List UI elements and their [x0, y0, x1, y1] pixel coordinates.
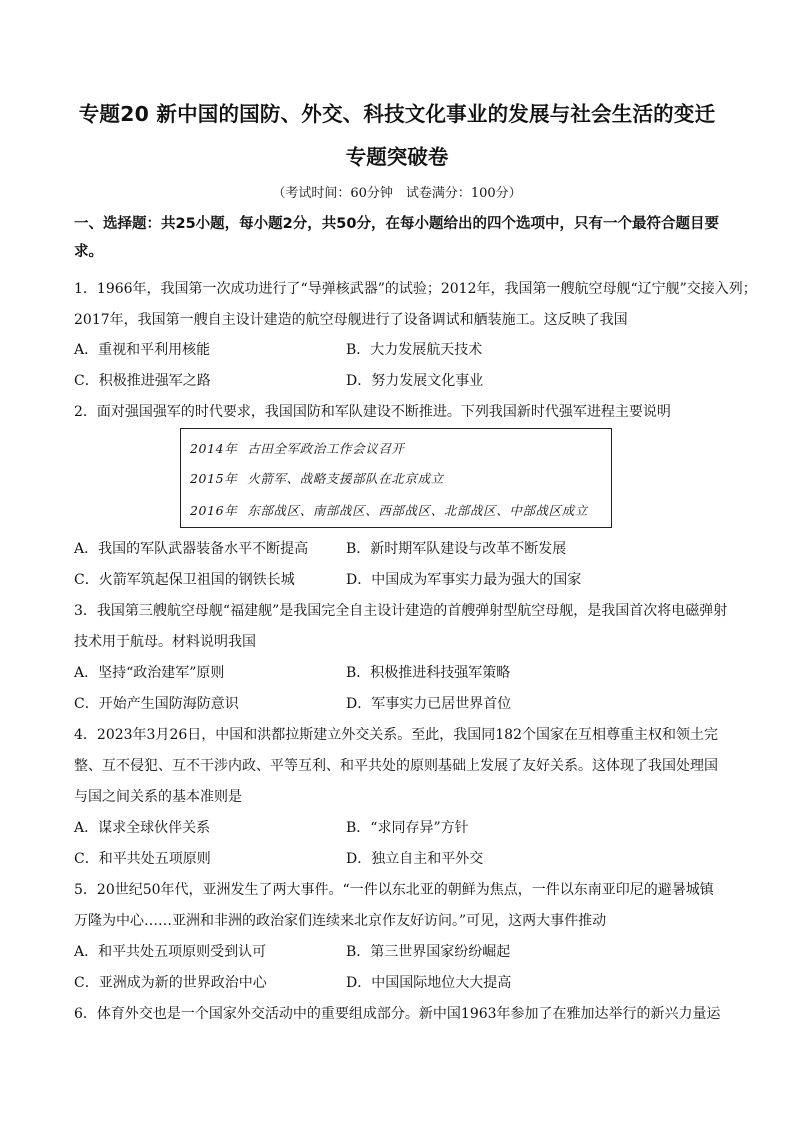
material-box: [180, 428, 612, 528]
page-title: 专题20 新中国的国防、外交、科技文化事业的发展与社会生活的变迁: [78, 102, 716, 126]
question-3-option-c: C．开始产生国防海防意识: [74, 696, 239, 712]
question-1-line-1: 1．1966年，我国第一次成功进行了“导弹核武器”的试验；2012年，我国第一艘航空母舰“辽宁舰”交接入列；: [74, 281, 757, 297]
question-5-option-a: A．和平共处五项原则受到认可: [74, 944, 267, 960]
question-3-option-a: A．坚持“政治建军”原则: [74, 665, 225, 681]
question-4-line-1: 4．2023年3月26日，中国和洪都拉斯建立外交关系。至此，我国同182个国家在互相尊重主权和领土完: [74, 727, 718, 743]
material-year: 2014年: [190, 441, 238, 456]
question-3-option-b: B．积极推进科技强军策略: [346, 665, 511, 681]
question-4-option-b: B．“求同存异”方针: [346, 820, 469, 836]
question-4-option-a: A．谋求全球伙伴关系: [74, 820, 211, 836]
question-2-option-d: D．中国成为军事实力最为强大的国家: [346, 572, 582, 588]
material-text: 火箭军、战略支援部队在北京成立: [247, 471, 444, 486]
material-row: [190, 439, 405, 457]
question-2-option-c: C．火箭军筑起保卫祖国的钢铁长城: [74, 572, 295, 588]
question-5-option-b: B．第三世界国家纷纷崛起: [346, 944, 511, 960]
material-year: 2015年: [190, 471, 238, 486]
question-4-line-2: 整、互不侵犯、互不干涉内政、平等互利、和平共处的原则基础上发展了友好关系。这体现了我国处理国: [74, 758, 718, 774]
question-4-line-3: 与国之间关系的基本准则是: [74, 789, 242, 805]
question-2-line-1: 2．面对强国强军的时代要求，我国国防和军队建设不断推进。下列我国新时代强军进程主要说明: [74, 404, 671, 420]
question-2-option-a: A．我国的军队武器装备水平不断提高: [74, 541, 309, 557]
material-row: [190, 469, 444, 487]
question-6-line-1: 6．体育外交也是一个国家外交活动中的重要组成部分。新中国1963年参加了在雅加达举行的新兴力量运: [74, 1006, 721, 1022]
question-3-option-d: D．军事实力已居世界首位: [346, 696, 512, 712]
material-text: 古田全军政治工作会议召开: [247, 441, 405, 456]
material-row: [190, 501, 588, 519]
question-5-option-d: D．中国国际地位大大提高: [346, 975, 512, 991]
question-4-option-d: D．独立自主和平外交: [346, 851, 484, 867]
page-subtitle: 专题突破卷: [345, 145, 449, 169]
question-3-line-1: 3．我国第三艘航空母舰“福建舰”是我国完全自主设计建造的首艘弹射型航空母舰，是我国首次将电磁弹射: [74, 603, 728, 619]
section-heading: 一、选择题：共25小题，每小题2分，共50分，在每小题给出的四个选项中，只有一个最符合题目要求。: [74, 216, 719, 260]
question-5-line-1: 5．20世纪50年代，亚洲发生了两大事件。“一件以东北亚的朝鲜为焦点，一件以东南亚印尼的避暑城镇: [74, 882, 714, 898]
exam-info: （考试时间：60分钟 试卷满分：100分）: [272, 186, 522, 201]
question-1-option-b: B．大力发展航天技术: [346, 342, 483, 358]
material-year: 2016年: [190, 503, 238, 518]
question-5-line-2: 万隆为中心……亚洲和非洲的政治家们连续来北京作友好访问。”可见，这两大事件推动: [74, 913, 607, 929]
material-text: 东部战区、南部战区、西部战区、北部战区、中部战区成立: [247, 503, 588, 518]
question-4-option-c: C．和平共处五项原则: [74, 851, 211, 867]
question-1-option-a: A．重视和平利用核能: [74, 342, 211, 358]
question-3-line-2: 技术用于航母。材料说明我国: [74, 634, 256, 650]
question-1-line-2: 2017年，我国第一艘自主设计建造的航空母舰进行了设备调试和舾装施工。这反映了我国: [74, 312, 628, 328]
question-1-option-c: C．积极推进强军之路: [74, 373, 211, 389]
question-2-option-b: B．新时期军队建设与改革不断发展: [346, 541, 567, 557]
question-5-option-c: C．亚洲成为新的世界政治中心: [74, 975, 267, 991]
question-1-option-d: D．努力发展文化事业: [346, 373, 484, 389]
